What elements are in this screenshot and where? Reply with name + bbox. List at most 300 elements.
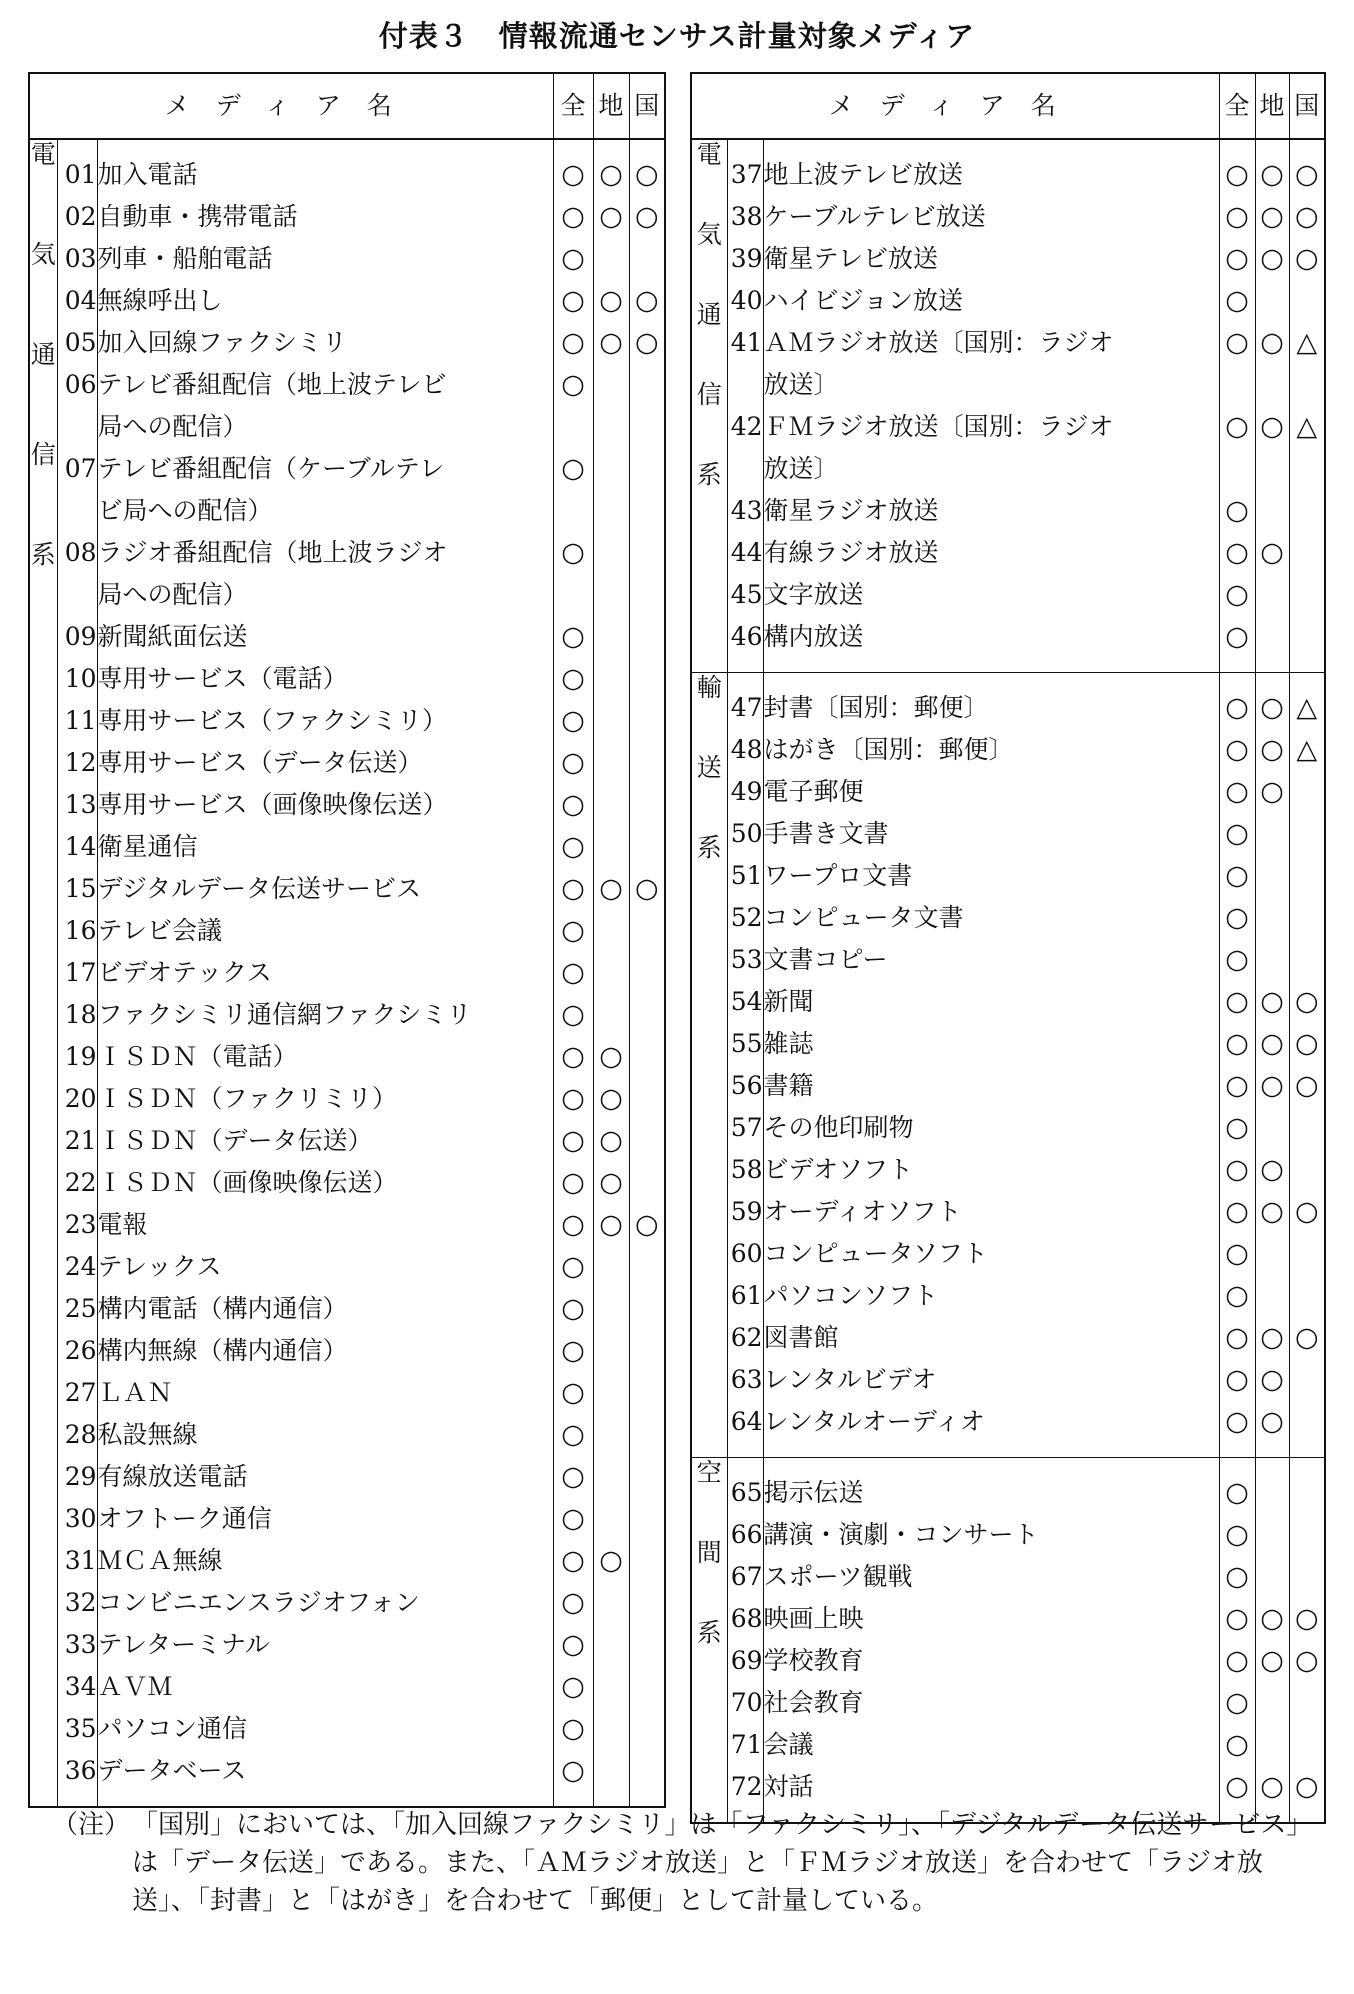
mark-national: [629, 364, 665, 448]
media-row: [29, 532, 665, 574]
mark-all: ○: [553, 868, 593, 910]
mark-all: ○: [553, 1414, 593, 1456]
mark-national: ○: [1289, 154, 1325, 196]
mark-local: [593, 1666, 629, 1708]
media-row: [691, 771, 1325, 813]
mark-all: ○: [1219, 1275, 1255, 1317]
mark-local: [593, 1456, 629, 1498]
mark-local: ○: [1255, 1401, 1289, 1443]
media-number: 67: [727, 1556, 763, 1598]
mark-national: ○: [1289, 1766, 1325, 1808]
mark-all: ○: [553, 1750, 593, 1792]
mark-national: [1289, 855, 1325, 897]
media-row: [691, 1598, 1325, 1640]
media-name: ビデオテックス: [97, 952, 553, 994]
mark-national: [1289, 280, 1325, 322]
media-name: 文書コピー: [763, 939, 1219, 981]
mark-all: ○: [1219, 1317, 1255, 1359]
media-number: 28: [57, 1414, 97, 1456]
media-row: [691, 1275, 1325, 1317]
media-name: 対話: [763, 1766, 1219, 1808]
media-row: [691, 687, 1325, 729]
media-row: [691, 1514, 1325, 1556]
mark-all: ○: [553, 154, 593, 196]
mark-all: ○: [1219, 406, 1255, 490]
media-name: テレビ番組配信（ケーブルテレ: [97, 448, 553, 490]
mark-local: [1255, 1233, 1289, 1275]
mark-all: ○: [553, 280, 593, 322]
media-name: 衛星テレビ放送: [763, 238, 1219, 280]
mark-local: ○: [1255, 406, 1289, 490]
mark-all: ○: [553, 952, 593, 994]
mark-national: [629, 952, 665, 994]
media-name: ファクシミリ通信網ファクシミリ: [97, 994, 553, 1036]
mark-national: [1289, 1724, 1325, 1766]
media-row: [29, 1750, 665, 1792]
media-row: [691, 897, 1325, 939]
media-number: 69: [727, 1640, 763, 1682]
mark-all: ○: [553, 910, 593, 952]
media-number: 63: [727, 1359, 763, 1401]
media-name-continued: 局への配信）: [97, 406, 553, 448]
mark-local: [593, 1414, 629, 1456]
media-name: 専用サービス（画像映像伝送）: [97, 784, 553, 826]
mark-local: ○: [593, 280, 629, 322]
mark-local: [593, 448, 629, 532]
mark-local: [593, 826, 629, 868]
media-row: [691, 196, 1325, 238]
media-number: 49: [727, 771, 763, 813]
media-number: 06: [57, 364, 97, 448]
media-row: [691, 729, 1325, 771]
mark-national: ○: [1289, 1065, 1325, 1107]
mark-all: ○: [553, 322, 593, 364]
mark-local: ○: [1255, 322, 1289, 406]
media-row: [29, 826, 665, 868]
media-row: [691, 1233, 1325, 1275]
mark-national: [629, 1708, 665, 1750]
media-name: スポーツ観戦: [763, 1556, 1219, 1598]
media-row: [29, 322, 665, 364]
mark-all: ○: [1219, 490, 1255, 532]
media-row: [29, 1330, 665, 1372]
media-row: [691, 280, 1325, 322]
media-name: 書籍: [763, 1065, 1219, 1107]
media-row: [691, 532, 1325, 574]
media-name-continued: ビ局への配信）: [97, 490, 553, 532]
media-number: 58: [727, 1149, 763, 1191]
mark-local: ○: [593, 1036, 629, 1078]
media-number: 71: [727, 1724, 763, 1766]
media-name: ＩＳＤＮ（電話）: [97, 1036, 553, 1078]
media-number: 21: [57, 1120, 97, 1162]
media-name: 社会教育: [763, 1682, 1219, 1724]
media-row: [691, 1472, 1325, 1514]
media-number: 48: [727, 729, 763, 771]
media-name: 構内放送: [763, 616, 1219, 658]
media-number: 13: [57, 784, 97, 826]
media-name: ビデオソフト: [763, 1149, 1219, 1191]
mark-national: [629, 1624, 665, 1666]
mark-national: △: [1289, 406, 1325, 490]
mark-local: [593, 700, 629, 742]
media-name: ＩＳＤＮ（画像映像伝送）: [97, 1162, 553, 1204]
media-number: 51: [727, 855, 763, 897]
mark-national: ○: [1289, 1023, 1325, 1065]
mark-national: [629, 826, 665, 868]
mark-local: ○: [593, 1162, 629, 1204]
media-name: ラジオ番組配信（地上波ラジオ: [97, 532, 553, 574]
mark-all: ○: [553, 1498, 593, 1540]
media-name: オフトーク通信: [97, 1498, 553, 1540]
media-number: 64: [727, 1401, 763, 1443]
mark-national: [629, 1330, 665, 1372]
mark-national: ○: [629, 196, 665, 238]
mark-local: ○: [593, 1078, 629, 1120]
media-row: [29, 616, 665, 658]
media-name: ＭＣＡ無線: [97, 1540, 553, 1582]
media-row: [691, 574, 1325, 616]
mark-local: [1255, 1472, 1289, 1514]
mark-all: ○: [1219, 939, 1255, 981]
media-name: テレビ会議: [97, 910, 553, 952]
mark-all: ○: [553, 196, 593, 238]
media-number: 62: [727, 1317, 763, 1359]
mark-national: [629, 994, 665, 1036]
media-row: [691, 1191, 1325, 1233]
media-name: 新聞紙面伝送: [97, 616, 553, 658]
mark-all: ○: [553, 1456, 593, 1498]
media-number: 32: [57, 1582, 97, 1624]
mark-all: ○: [553, 616, 593, 658]
media-row: [691, 1107, 1325, 1149]
mark-all: ○: [1219, 1401, 1255, 1443]
mark-national: ○: [1289, 1317, 1325, 1359]
media-number: 04: [57, 280, 97, 322]
media-name: 映画上映: [763, 1598, 1219, 1640]
media-number: 41: [727, 322, 763, 406]
mark-local: ○: [1255, 532, 1289, 574]
mark-all: ○: [1219, 574, 1255, 616]
table-body-left: [29, 139, 665, 1807]
mark-local: [593, 658, 629, 700]
mark-national: [629, 1078, 665, 1120]
header-national: 国: [1289, 73, 1325, 139]
media-name: 封書〔国別：郵便〕: [763, 687, 1219, 729]
mark-national: [629, 784, 665, 826]
mark-all: ○: [1219, 1598, 1255, 1640]
media-row: [29, 1582, 665, 1624]
media-row: [691, 1023, 1325, 1065]
media-row: [29, 994, 665, 1036]
mark-national: [629, 616, 665, 658]
mark-local: ○: [1255, 687, 1289, 729]
mark-national: [629, 700, 665, 742]
mark-national: ○: [629, 154, 665, 196]
media-name: ケーブルテレビ放送: [763, 196, 1219, 238]
media-number: 50: [727, 813, 763, 855]
media-number: 52: [727, 897, 763, 939]
media-row: [29, 1498, 665, 1540]
media-number: 39: [727, 238, 763, 280]
mark-national: [1289, 813, 1325, 855]
media-table-left: [28, 72, 666, 1808]
mark-all: ○: [553, 1666, 593, 1708]
media-number: 46: [727, 616, 763, 658]
mark-local: ○: [1255, 981, 1289, 1023]
page-title: 付表３ 情報流通センサス計量対象メディア: [378, 19, 976, 53]
mark-all: ○: [553, 826, 593, 868]
mark-local: [1255, 616, 1289, 658]
mark-local: [593, 238, 629, 280]
media-name: はがき〔国別：郵便〕: [763, 729, 1219, 771]
media-name: テレックス: [97, 1246, 553, 1288]
mark-all: ○: [1219, 196, 1255, 238]
mark-all: ○: [1219, 1682, 1255, 1724]
media-row: [29, 238, 665, 280]
media-name: ワープロ文書: [763, 855, 1219, 897]
media-row: [691, 1065, 1325, 1107]
mark-national: [629, 1666, 665, 1708]
media-row: [691, 322, 1325, 364]
mark-national: [629, 1750, 665, 1792]
mark-local: [593, 1246, 629, 1288]
mark-all: ○: [553, 1246, 593, 1288]
mark-local: ○: [593, 322, 629, 364]
media-number: 16: [57, 910, 97, 952]
mark-all: ○: [553, 1036, 593, 1078]
media-row: [29, 280, 665, 322]
media-row: [29, 1246, 665, 1288]
media-row: [691, 154, 1325, 196]
mark-national: [629, 1372, 665, 1414]
mark-local: ○: [1255, 1640, 1289, 1682]
mark-all: ○: [1219, 280, 1255, 322]
mark-all: ○: [553, 1540, 593, 1582]
mark-national: [629, 1162, 665, 1204]
mark-local: ○: [1255, 196, 1289, 238]
mark-national: [629, 1036, 665, 1078]
media-row: [29, 1624, 665, 1666]
mark-national: [629, 910, 665, 952]
media-number: 72: [727, 1766, 763, 1808]
media-row: [691, 490, 1325, 532]
media-number: 24: [57, 1246, 97, 1288]
mark-all: ○: [1219, 1724, 1255, 1766]
mark-all: ○: [1219, 616, 1255, 658]
media-row: [691, 1359, 1325, 1401]
table-body-right: [691, 139, 1325, 1823]
header-local: 地: [1255, 73, 1289, 139]
mark-local: ○: [1255, 1359, 1289, 1401]
media-row: [691, 1640, 1325, 1682]
media-number: 53: [727, 939, 763, 981]
media-number: 07: [57, 448, 97, 532]
mark-all: ○: [1219, 813, 1255, 855]
media-number: 22: [57, 1162, 97, 1204]
media-row: [691, 1724, 1325, 1766]
mark-local: [593, 616, 629, 658]
mark-national: ○: [1289, 196, 1325, 238]
media-row: [29, 742, 665, 784]
media-row: [29, 1540, 665, 1582]
mark-national: [1289, 574, 1325, 616]
mark-national: [1289, 939, 1325, 981]
mark-all: ○: [1219, 981, 1255, 1023]
media-name: 図書館: [763, 1317, 1219, 1359]
media-row: [691, 1317, 1325, 1359]
mark-all: ○: [1219, 1472, 1255, 1514]
media-name: 会議: [763, 1724, 1219, 1766]
media-number: 35: [57, 1708, 97, 1750]
media-name: 無線呼出し: [97, 280, 553, 322]
mark-national: [629, 1498, 665, 1540]
media-number: 31: [57, 1540, 97, 1582]
mark-local: [593, 742, 629, 784]
mark-local: [1255, 1556, 1289, 1598]
mark-national: [1289, 616, 1325, 658]
media-name: ＡＭラジオ放送〔国別：ラジオ: [763, 322, 1219, 364]
media-row: [29, 1078, 665, 1120]
media-row: [691, 1401, 1325, 1443]
mark-national: [1289, 490, 1325, 532]
mark-national: [1289, 1514, 1325, 1556]
footnote-label: （注）: [52, 1810, 131, 1840]
mark-local: [1255, 939, 1289, 981]
mark-national: [629, 532, 665, 616]
mark-national: [629, 1582, 665, 1624]
mark-local: [1255, 1724, 1289, 1766]
media-name: オーディオソフト: [763, 1191, 1219, 1233]
mark-national: [1289, 1682, 1325, 1724]
media-number: 40: [727, 280, 763, 322]
media-number: 08: [57, 532, 97, 616]
mark-national: [629, 1540, 665, 1582]
media-number: 45: [727, 574, 763, 616]
header-local: 地: [593, 73, 629, 139]
mark-local: ○: [1255, 1191, 1289, 1233]
media-table-right: [690, 72, 1326, 1824]
mark-national: [1289, 1359, 1325, 1401]
mark-all: ○: [553, 1330, 593, 1372]
category-label: 輸 送 系: [691, 673, 727, 1458]
media-name: ＩＳＤＮ（ファクリミリ）: [97, 1078, 553, 1120]
media-row: [691, 813, 1325, 855]
mark-local: ○: [593, 154, 629, 196]
mark-national: ○: [1289, 1598, 1325, 1640]
mark-local: ○: [593, 1120, 629, 1162]
mark-local: [1255, 897, 1289, 939]
mark-national: [1289, 771, 1325, 813]
mark-local: ○: [1255, 771, 1289, 813]
mark-local: [593, 1330, 629, 1372]
mark-all: ○: [553, 658, 593, 700]
media-name: 衛星ラジオ放送: [763, 490, 1219, 532]
media-row: [29, 868, 665, 910]
mark-national: [629, 238, 665, 280]
mark-local: ○: [1255, 238, 1289, 280]
media-number: 55: [727, 1023, 763, 1065]
mark-all: ○: [1219, 897, 1255, 939]
media-row: [29, 1708, 665, 1750]
media-number: 29: [57, 1456, 97, 1498]
media-number: 42: [727, 406, 763, 490]
mark-national: [629, 448, 665, 532]
mark-national: [629, 1456, 665, 1498]
mark-all: ○: [1219, 1107, 1255, 1149]
mark-national: ○: [629, 1204, 665, 1246]
media-number: 18: [57, 994, 97, 1036]
media-name: 構内電話（構内通信）: [97, 1288, 553, 1330]
media-name: 自動車・携帯電話: [97, 196, 553, 238]
media-row: [29, 1120, 665, 1162]
category-label: 電 気 通 信 系: [691, 139, 727, 673]
media-name: 手書き文書: [763, 813, 1219, 855]
media-name: 文字放送: [763, 574, 1219, 616]
media-name: レンタルオーディオ: [763, 1401, 1219, 1443]
mark-local: [593, 994, 629, 1036]
media-number: 44: [727, 532, 763, 574]
mark-local: [593, 364, 629, 448]
media-row: [691, 855, 1325, 897]
mark-local: [1255, 855, 1289, 897]
mark-national: [629, 1414, 665, 1456]
mark-national: [1289, 1556, 1325, 1598]
media-row: [691, 1149, 1325, 1191]
media-name: 専用サービス（ファクシミリ）: [97, 700, 553, 742]
media-name: 雑誌: [763, 1023, 1219, 1065]
footnote-text: 「国別」においては、「加入回線ファクシミリ」は「ファクシミリ」、「デジタルデータ伝送サービス」は「データ伝送」である。また、「ＡＭラジオ放送」と「ＦＭラジオ放送」を合わせて「ラジオ放送」、「封書」と「はがき」を合わせて「郵便」として計量している。: [132, 1810, 1300, 1916]
mark-all: ○: [553, 700, 593, 742]
mark-all: ○: [553, 448, 593, 532]
category-label: 電 気 通 信 系: [29, 139, 57, 1807]
media-row: [29, 1036, 665, 1078]
mark-all: ○: [1219, 855, 1255, 897]
mark-local: [593, 1624, 629, 1666]
mark-national: △: [1289, 687, 1325, 729]
mark-national: [629, 1246, 665, 1288]
media-name-continued: 局への配信）: [97, 574, 553, 616]
media-number: 17: [57, 952, 97, 994]
mark-all: ○: [1219, 1023, 1255, 1065]
media-name: 地上波テレビ放送: [763, 154, 1219, 196]
media-name: 衛星通信: [97, 826, 553, 868]
mark-national: ○: [1289, 1191, 1325, 1233]
media-number: 05: [57, 322, 97, 364]
category-label: 空 間 系: [691, 1458, 727, 1824]
mark-all: ○: [1219, 1149, 1255, 1191]
media-number: 25: [57, 1288, 97, 1330]
mark-local: [593, 1288, 629, 1330]
mark-national: ○: [1289, 1640, 1325, 1682]
media-name: 有線放送電話: [97, 1456, 553, 1498]
media-name: パソコンソフト: [763, 1275, 1219, 1317]
media-number: 34: [57, 1666, 97, 1708]
media-row: [691, 238, 1325, 280]
media-number: 26: [57, 1330, 97, 1372]
mark-all: ○: [1219, 1191, 1255, 1233]
media-name: 列車・船舶電話: [97, 238, 553, 280]
mark-all: ○: [553, 1120, 593, 1162]
media-name: ＩＳＤＮ（データ伝送）: [97, 1120, 553, 1162]
mark-national: ○: [629, 322, 665, 364]
mark-all: ○: [1219, 1640, 1255, 1682]
mark-local: [1255, 1107, 1289, 1149]
media-row: [691, 406, 1325, 448]
mark-local: [593, 532, 629, 616]
media-row: [29, 1456, 665, 1498]
mark-national: [1289, 897, 1325, 939]
